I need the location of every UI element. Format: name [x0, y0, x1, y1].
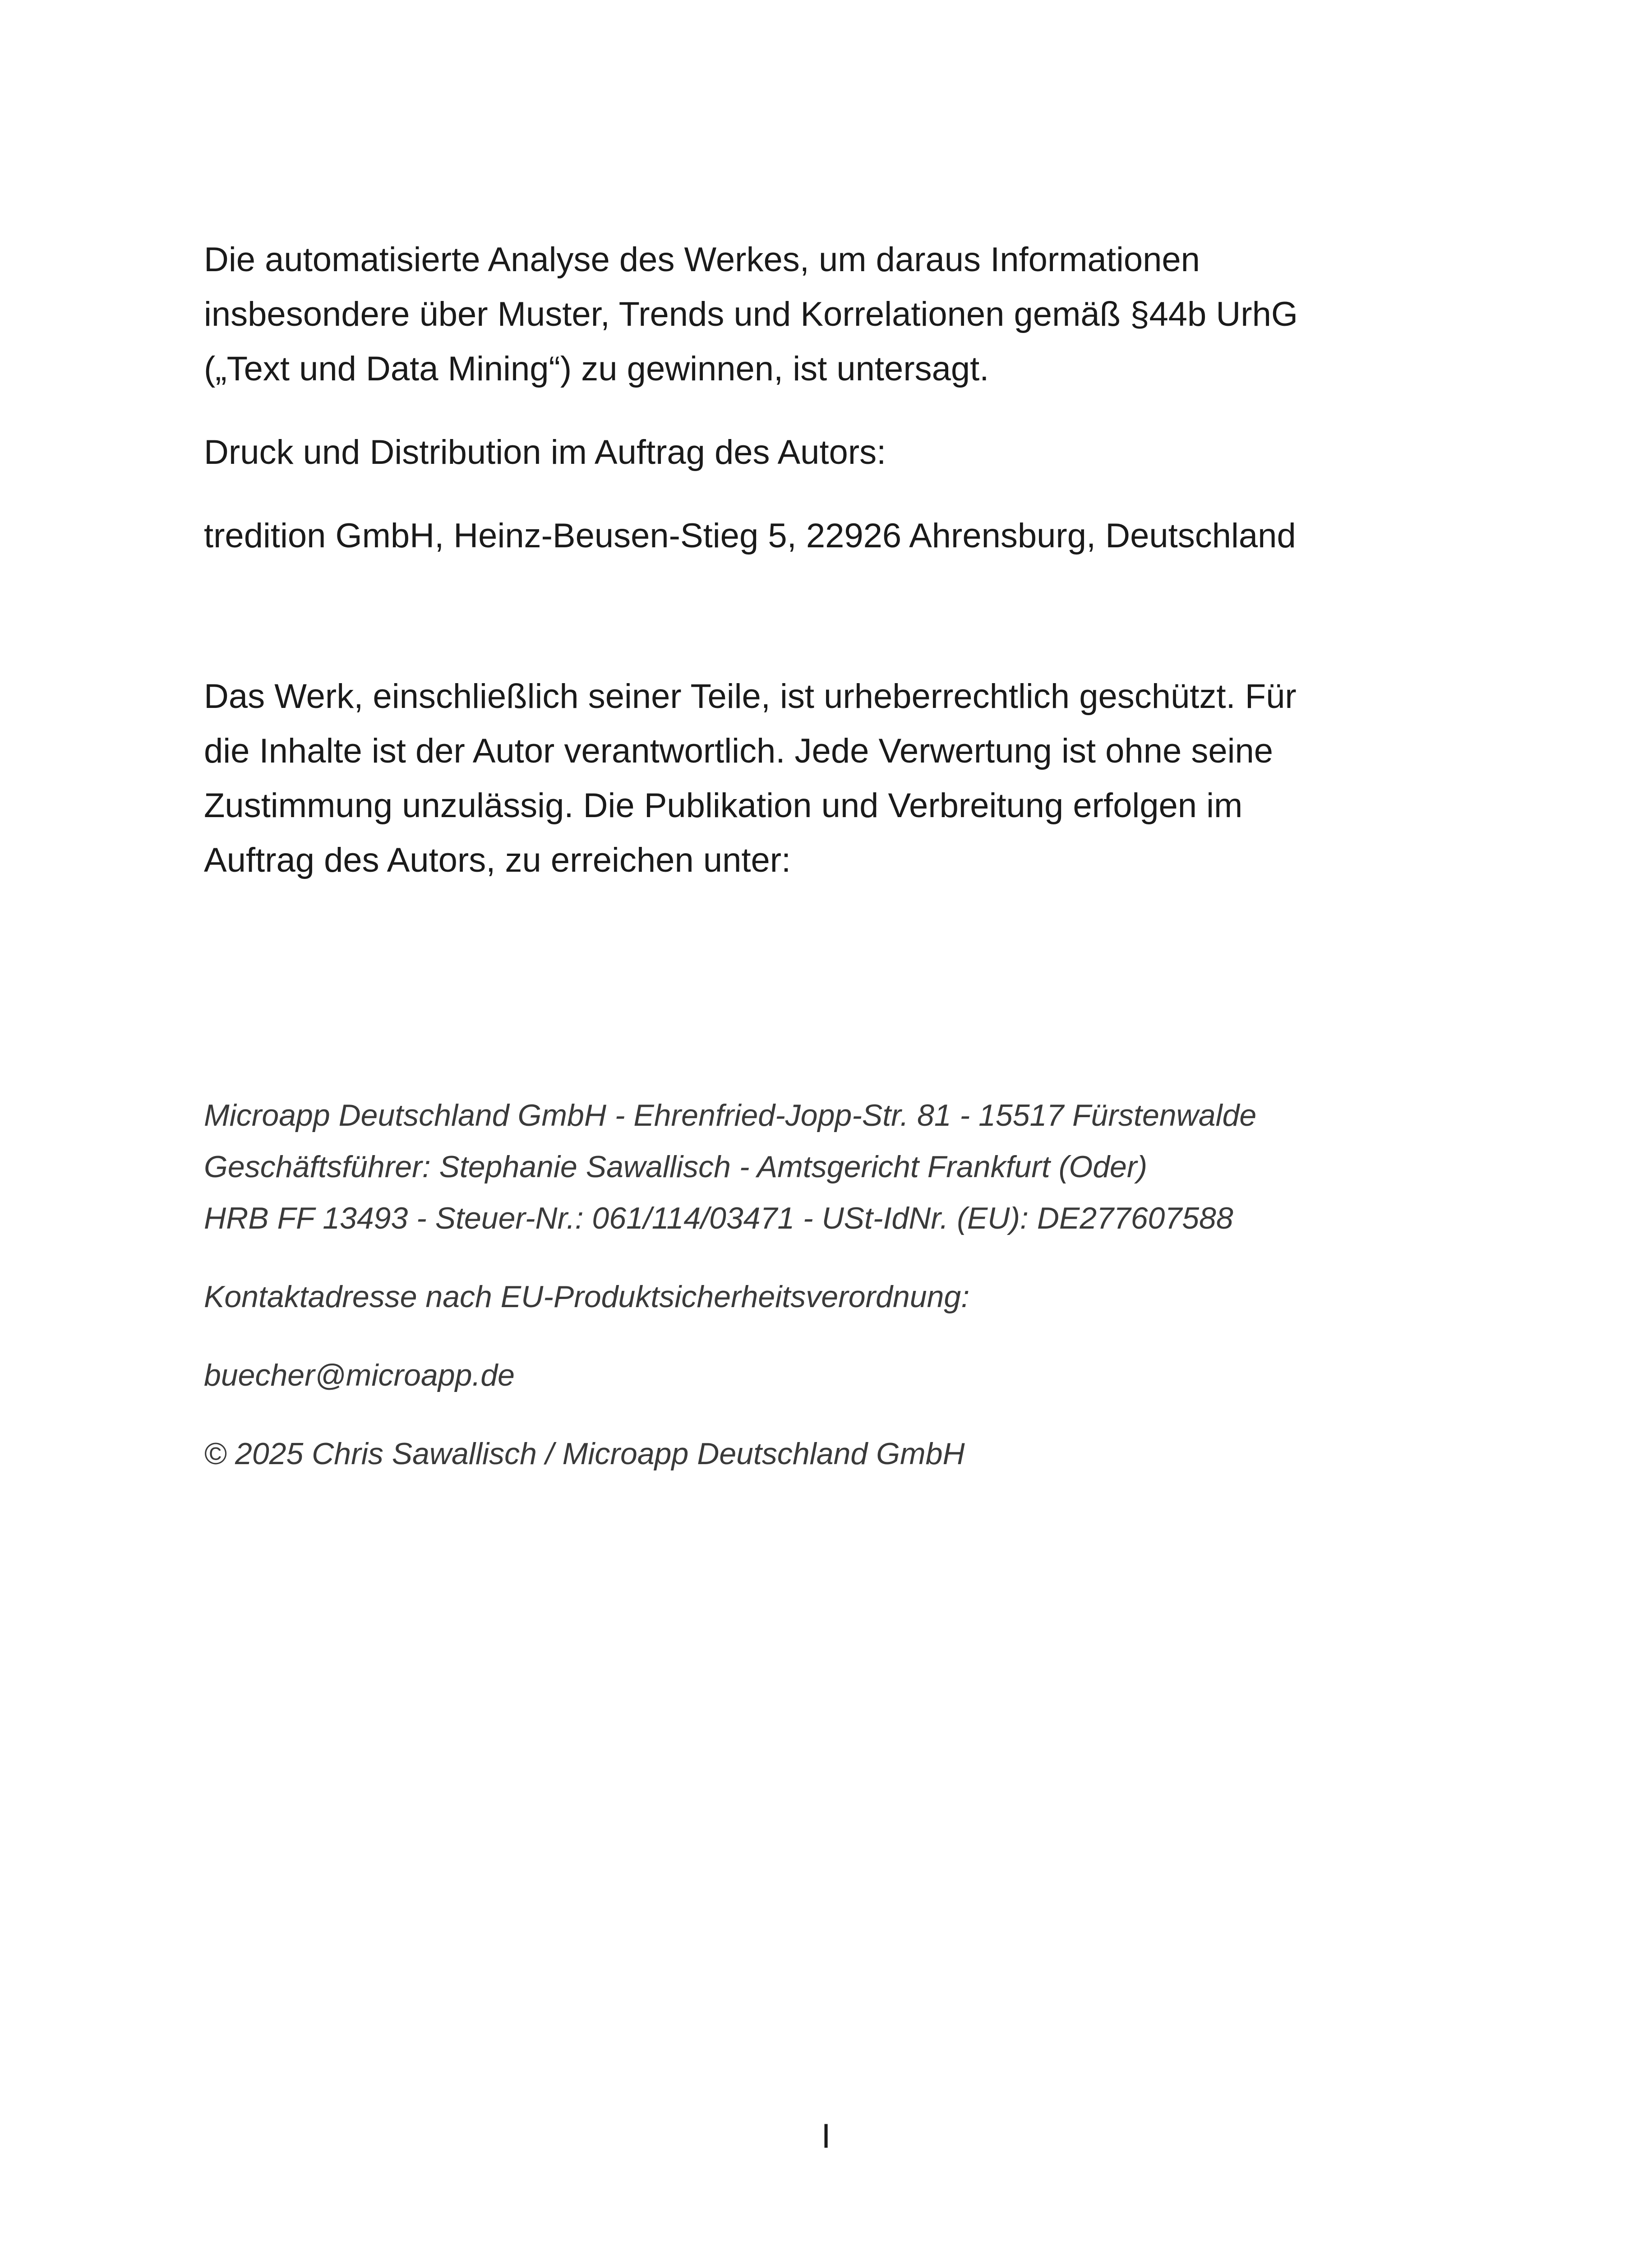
- publisher-address-paragraph: tredition GmbH, Heinz-Beusen-Stieg 5, 22926 Ahrensburg, Deutschland: [204, 517, 1296, 555]
- spacer: [204, 1401, 1463, 1428]
- spacer: [204, 563, 1463, 669]
- spacer: [204, 480, 1463, 509]
- tdm-notice-paragraph: Die automatisierte Analyse des Werkes, um daraus Informationen insbesondere über Muster, Trends und Korrelationen gemäß §44b UrhG („Text und Data Mining“) zu gewinnen, ist untersagt.: [204, 240, 1298, 388]
- contact-email[interactable]: buecher@microapp.de: [204, 1358, 515, 1392]
- copyright-line: © 2025 Chris Sawallisch / Microapp Deutschland GmbH: [204, 1437, 965, 1471]
- main-text-block: [204, 232, 1463, 888]
- contact-label: Kontaktadresse nach EU-Produktsicherheitsverordnung:: [204, 1280, 970, 1314]
- print-distribution-paragraph: Druck und Distribution im Auftrag des Autors:: [204, 433, 886, 472]
- copyright-notice-paragraph: Das Werk, einschließlich seiner Teile, ist urheberrechtlich geschützt. Für die Inhalte ist der Autor verantwortlich. Jede Verwertung ist ohne seine Zustimmung unzulässig. Die Publikation und Verbreitung erfolgen im Auftrag des Autors, zu erreichen unter:: [204, 677, 1297, 879]
- spacer: [204, 1322, 1463, 1350]
- company-details: Microapp Deutschland GmbH - Ehrenfried-Jopp-Str. 81 - 15517 Fürstenwalde Geschäftsführer: Stephanie Sawallisch - Amtsgericht Frankfurt (Oder) HRB FF 13493 - Steuer-Nr.: 061/114/03471 - USt-IdNr. (EU): DE277607588: [204, 1098, 1257, 1235]
- page-number: I: [821, 2117, 831, 2155]
- spacer: [204, 1244, 1463, 1271]
- spacer: [204, 396, 1463, 425]
- imprint-block: [204, 1090, 1463, 1479]
